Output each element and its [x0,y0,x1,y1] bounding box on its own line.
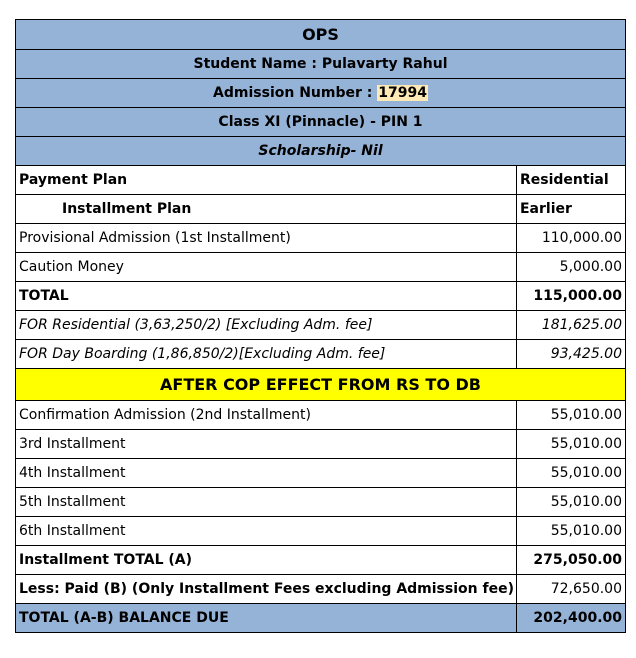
row-value: 110,000.00 [516,224,625,253]
installment-total-row [16,546,626,575]
installment-label: Confirmation Admission (2nd Installment) [16,401,517,430]
installment-label: 6th Installment [16,517,517,546]
admission-number-label: Admission Number : [213,85,378,101]
payment-plan-row [16,166,626,195]
installment-plan-label: Installment Plan [16,195,517,224]
total-value: 115,000.00 [516,282,625,311]
admission-number-row [16,79,626,108]
table-row [16,224,626,253]
cop-banner-row [16,369,626,401]
row-label: Provisional Admission (1st Installment) [16,224,517,253]
installment-plan-value: Earlier [516,195,625,224]
installment-total-label: Installment TOTAL (A) [16,546,517,575]
paid-label: Less: Paid (B) (Only Installment Fees excluding Admission fee) [16,575,517,604]
installment-plan-row [16,195,626,224]
residential-row [16,311,626,340]
table-row [16,430,626,459]
row-label: Caution Money [16,253,517,282]
sheet-title: OPS [16,20,626,50]
table-row [16,517,626,546]
table-row [16,488,626,517]
day-boarding-label: FOR Day Boarding (1,86,850/2)[Excluding Adm. fee] [16,340,517,369]
balance-due-row [16,604,626,633]
class-name: Class XI (Pinnacle) - PIN 1 [16,108,626,137]
balance-due-value: 202,400.00 [516,604,625,633]
day-boarding-row [16,340,626,369]
student-name: Student Name : Pulavarty Rahul [16,50,626,79]
total-row [16,282,626,311]
row-value: 5,000.00 [516,253,625,282]
admission-number-cell [16,79,626,108]
class-row [16,108,626,137]
installment-value: 55,010.00 [516,488,625,517]
scholarship-info: Scholarship- Nil [16,137,626,166]
student-name-row [16,50,626,79]
installment-total-value: 275,050.00 [516,546,625,575]
balance-due-label: TOTAL (A-B) BALANCE DUE [16,604,517,633]
table-row [16,253,626,282]
installment-label: 5th Installment [16,488,517,517]
residential-label: FOR Residential (3,63,250/2) [Excluding Adm. fee] [16,311,517,340]
table-row [16,459,626,488]
installment-value: 55,010.00 [516,401,625,430]
paid-value: 72,650.00 [516,575,625,604]
installment-value: 55,010.00 [516,459,625,488]
payment-plan-label: Payment Plan [16,166,517,195]
table-row [16,401,626,430]
admission-number-value: 17994 [378,85,427,101]
fee-statement-table [15,19,626,633]
day-boarding-value: 93,425.00 [516,340,625,369]
title-row [16,20,626,50]
total-label: TOTAL [16,282,517,311]
installment-value: 55,010.00 [516,430,625,459]
paid-row [16,575,626,604]
installment-value: 55,010.00 [516,517,625,546]
scholarship-row [16,137,626,166]
installment-label: 4th Installment [16,459,517,488]
residential-value: 181,625.00 [516,311,625,340]
payment-plan-value: Residential [516,166,625,195]
installment-label: 3rd Installment [16,430,517,459]
cop-banner: AFTER COP EFFECT FROM RS TO DB [16,369,626,401]
